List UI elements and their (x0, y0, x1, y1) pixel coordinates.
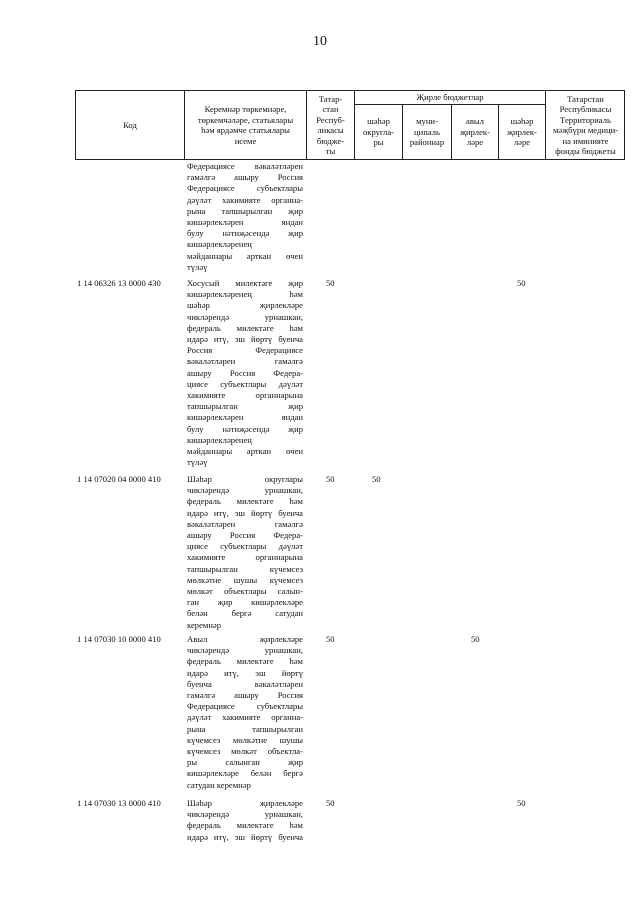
row-code: 1 14 06326 13 0000 430 (77, 278, 161, 288)
row-description: Шәһәр округлары чикләрендә урнашкан, федераль милектәге һәм идарә итү, эш йөртү буенча вәкаләтләрен гамәлгә ашыру Россия Федера- циясе субъектлары дәүләт хакимияте органнарына тапшырылган күчемсез мөлкәтне шушы күчемсез мөлкәт объектлары салын- ган җир кишәрлекләре белән бергә сатудан керемнәр (187, 474, 303, 630)
row-description: Хосусый милектәге җир кишәрлекләренең һәм шәһәр җирлекләре чикләрендә урнашкан, федераль милектәге һәм идарә итү, эш йөртү буенча Россия Федерациясе вәкаләтләрен гамәлгә ашыру Россия Федера- циясе субъектлары дәүләт хакимияте органнарына тапшырылган җир кишәрлекләрен яндан булу нәтиҗәсендә җир кишәрлекләренең мәйданнары арткан өчен түләү (187, 278, 303, 468)
value-tatarstan: 50 (326, 798, 335, 808)
value-tatarstan: 50 (326, 634, 335, 644)
page-number: 10 (313, 34, 327, 49)
header-local-budgets: Җирле бюджетлар (416, 92, 484, 103)
value-urban-settlements: 50 (517, 278, 526, 288)
header-name: Керемнәр төркемнәре, төркемчәләре, статьялары һәм ярдәмче статьялары исеме (197, 104, 294, 146)
row-description: Авыл җирлекләре чикләрендә урнашкан, федераль милектәге һәм идарә итү, эш йөртү буенча вәкаләтләрен гамәлгә ашыру Россия Федерациясе субъектлары дәүләт хакимияте органна- рына тапшырылган күчемсез мөлкәтне шушы күчемсез мөлкәт объектла- ры салынган җир кишәрлекләре белән бергә сатудан керемнәр (187, 634, 303, 790)
value-tatarstan: 50 (326, 474, 335, 484)
header-city-districts: шәһәр округла- ры (362, 116, 394, 148)
value-rural-settlements: 50 (471, 634, 480, 644)
row-code: 1 14 07020 04 0000 410 (77, 474, 161, 484)
header-municipal-districts: муни- ципаль районнар (409, 116, 445, 148)
row-code: 1 14 07030 13 0000 410 (77, 798, 161, 808)
header-tatarstan-budget: Татар- стан Респуб- ликасы бюдже- ты (316, 93, 345, 156)
header-code: Код (123, 119, 137, 130)
header-rural-settlements: авыл җирлек- ләре (460, 116, 490, 148)
header-medical-insurance-fund: Татарстан Республикасы Территориаль мәҗбүри медици- на иминияте фонды бюджеты (552, 93, 619, 156)
value-city-districts: 50 (372, 474, 381, 484)
value-tatarstan: 50 (326, 278, 335, 288)
header-urban-settlements: шәһәр җирлек- ләре (507, 116, 537, 148)
value-urban-settlements: 50 (517, 798, 526, 808)
row-code: 1 14 07030 10 0000 410 (77, 634, 161, 644)
row-description: Федерациясе вәкаләтләрен гамәлгә ашыру Россия Федерациясе субъектлары дәүләт хакимияте органна- рына тапшырылган җир кишәрлекләрен яндан булу нәтиҗәсендә җир кишәрлекләренең мәйданнары арткан өчен түләү (187, 161, 303, 272)
row-description: Шәһәр җирлекләре чикләрендә урнашкан, федераль милектәге һәм идарә итү, эш йөртү буенча (187, 798, 303, 842)
